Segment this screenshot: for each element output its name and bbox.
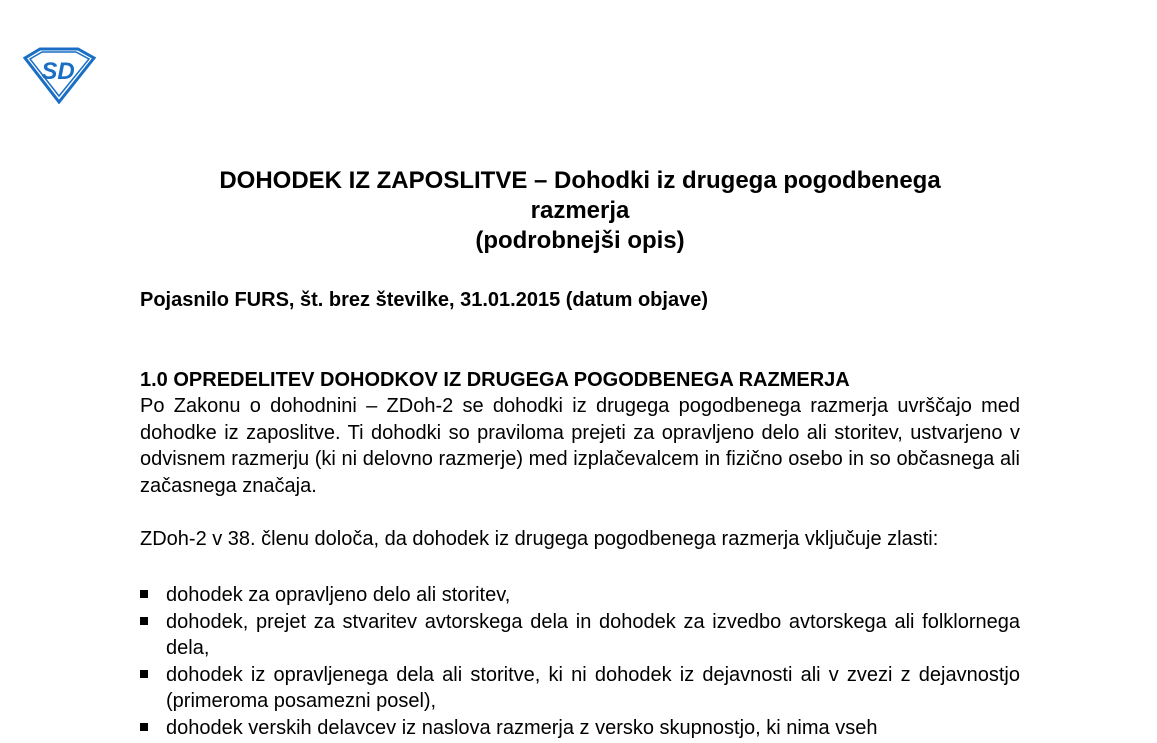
logo-letters: SD <box>41 58 75 85</box>
title-line-3: (podrobnejši opis) <box>475 227 685 254</box>
list-item-text: dohodek iz opravljenega dela ali storitve, ki ni dohodek iz dejavnosti ali v zvezi z dejavnostjo (primeroma posamezni posel), <box>166 663 1020 712</box>
paragraph-2: ZDoh-2 v 38. členu določa, da dohodek iz drugega pogodbenega razmerja vključuje zlasti: <box>140 528 939 550</box>
bullet-list <box>140 582 1020 741</box>
list-item <box>140 609 1020 662</box>
document-title <box>140 166 1020 256</box>
list-item-text: dohodek verskih delavcev iz naslova razmerja z versko skupnostjo, ki nima vseh <box>166 716 878 739</box>
title-line-2: razmerja <box>530 197 630 224</box>
title-line-1: DOHODEK IZ ZAPOSLITVE – Dohodki iz drugega pogodbenega <box>219 167 941 194</box>
bullet-square-icon <box>140 609 160 636</box>
list-item-text: dohodek za opravljeno delo ali storitev, <box>166 584 511 606</box>
bullet-square-icon <box>140 662 160 689</box>
list-item <box>140 662 1020 715</box>
list-item-text: dohodek, prejet za stvaritev avtorskega dela in dohodek za izvedbo avtorskega ali folklornega dela, <box>166 610 1020 659</box>
list-item <box>140 715 1020 742</box>
sd-logo <box>22 46 96 104</box>
shield-logo-icon <box>22 46 96 104</box>
list-item <box>140 582 1020 609</box>
document-subtitle: Pojasnilo FURS, št. brez številke, 31.01.2015 (datum objave) <box>140 289 708 311</box>
section-heading: 1.0 OPREDELITEV DOHODKOV IZ DRUGEGA POGODBENEGA RAZMERJA <box>140 369 850 391</box>
bullet-square-icon <box>140 582 160 609</box>
bullet-square-icon <box>140 715 160 742</box>
paragraph-1: Po Zakonu o dohodnini – ZDoh-2 se dohodki iz drugega pogodbenega razmerja uvrščajo med dohodke iz zaposlitve. Ti dohodki so praviloma prejeti za opravljeno delo ali storitev, ustvarjeno v odvisnem razmerju (ki ni delovno razmerje) med izplačevalcem in fizično osebo in so občasnega ali začasnega značaja. <box>140 395 1020 497</box>
